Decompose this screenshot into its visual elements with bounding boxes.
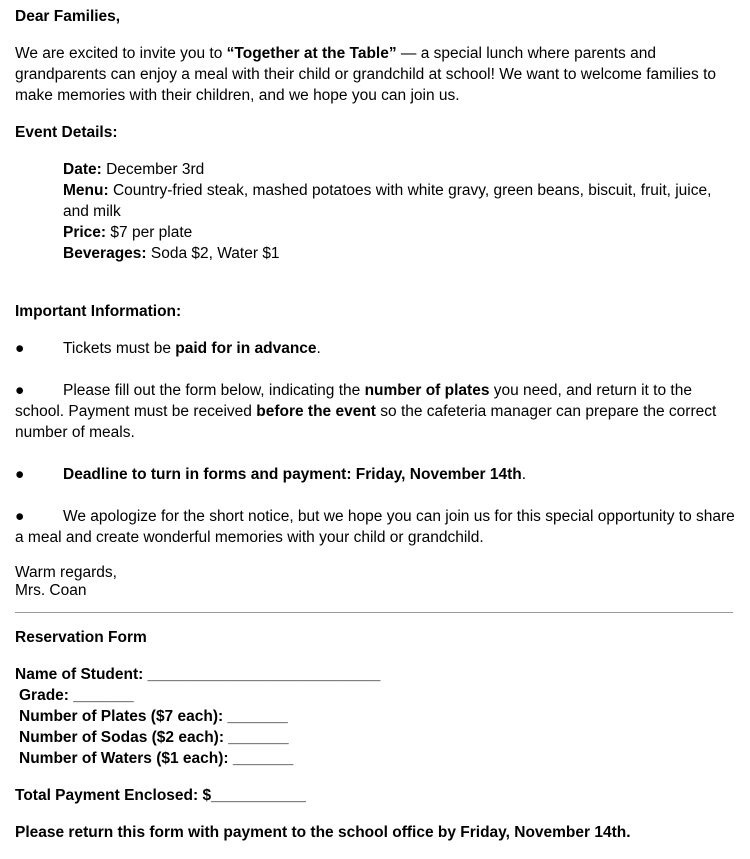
reservation-form: [15, 664, 738, 769]
event-name: “Together at the Table”: [226, 45, 397, 62]
plates-field[interactable]: Number of Plates ($7 each): _______: [19, 708, 288, 725]
waters-field[interactable]: Number of Waters ($1 each): _______: [19, 750, 294, 767]
bullet-icon: ●: [15, 508, 25, 525]
event-details-heading: Event Details:: [15, 124, 118, 141]
detail-menu: Menu: Country-fried steak, mashed potatoes with white gravy, green beans, biscuit, fruit, juice, and milk: [63, 182, 712, 220]
total-payment-field[interactable]: Total Payment Enclosed: $___________: [15, 787, 306, 804]
section-divider: [15, 612, 733, 613]
bullet-icon: ●: [15, 466, 25, 483]
info-bullet-advance: ● Tickets must be paid for in advance.: [15, 340, 321, 357]
signature: Mrs. Coan: [15, 582, 87, 599]
return-note: Please return this form with payment to the school office by Friday, November 14th.: [15, 824, 631, 841]
intro-paragraph: We are excited to invite you to “Together at the Table” — a special lunch where parents and grandparents can enjoy a meal with their child or grandchild at school! We want to welcome families to make memories with their children, and we hope you can join us.: [15, 45, 717, 104]
info-bullet-form: ● Please fill out the form below, indicating the number of plates you need, and return it to the school. Payment must be received before the event so the cafeteria manager can prepare the correct number of meals.: [15, 382, 717, 441]
closing: Warm regards,: [15, 564, 117, 581]
info-bullet-deadline: ● Deadline to turn in forms and payment: Friday, November 14th.: [15, 466, 527, 483]
detail-date: Date: December 3rd: [63, 161, 205, 178]
greeting: Dear Families,: [15, 8, 121, 25]
detail-price: Price: $7 per plate: [63, 224, 193, 241]
detail-beverages: Beverages: Soda $2, Water $1: [63, 245, 280, 262]
bullet-icon: ●: [15, 340, 25, 357]
bullet-icon: ●: [15, 382, 25, 399]
grade-field[interactable]: Grade: _______: [19, 687, 134, 704]
info-bullet-apology: ● We apologize for the short notice, but we hope you can join us for this special opportunity to share a meal and create wonderful memories with your child or grandchild.: [15, 508, 735, 546]
event-details-list: [15, 159, 738, 264]
important-info-heading: Important Information:: [15, 303, 182, 320]
student-name-field[interactable]: Name of Student: ___________________________: [15, 666, 381, 683]
sodas-field[interactable]: Number of Sodas ($2 each): _______: [19, 729, 289, 746]
reservation-form-heading: Reservation Form: [15, 629, 147, 646]
